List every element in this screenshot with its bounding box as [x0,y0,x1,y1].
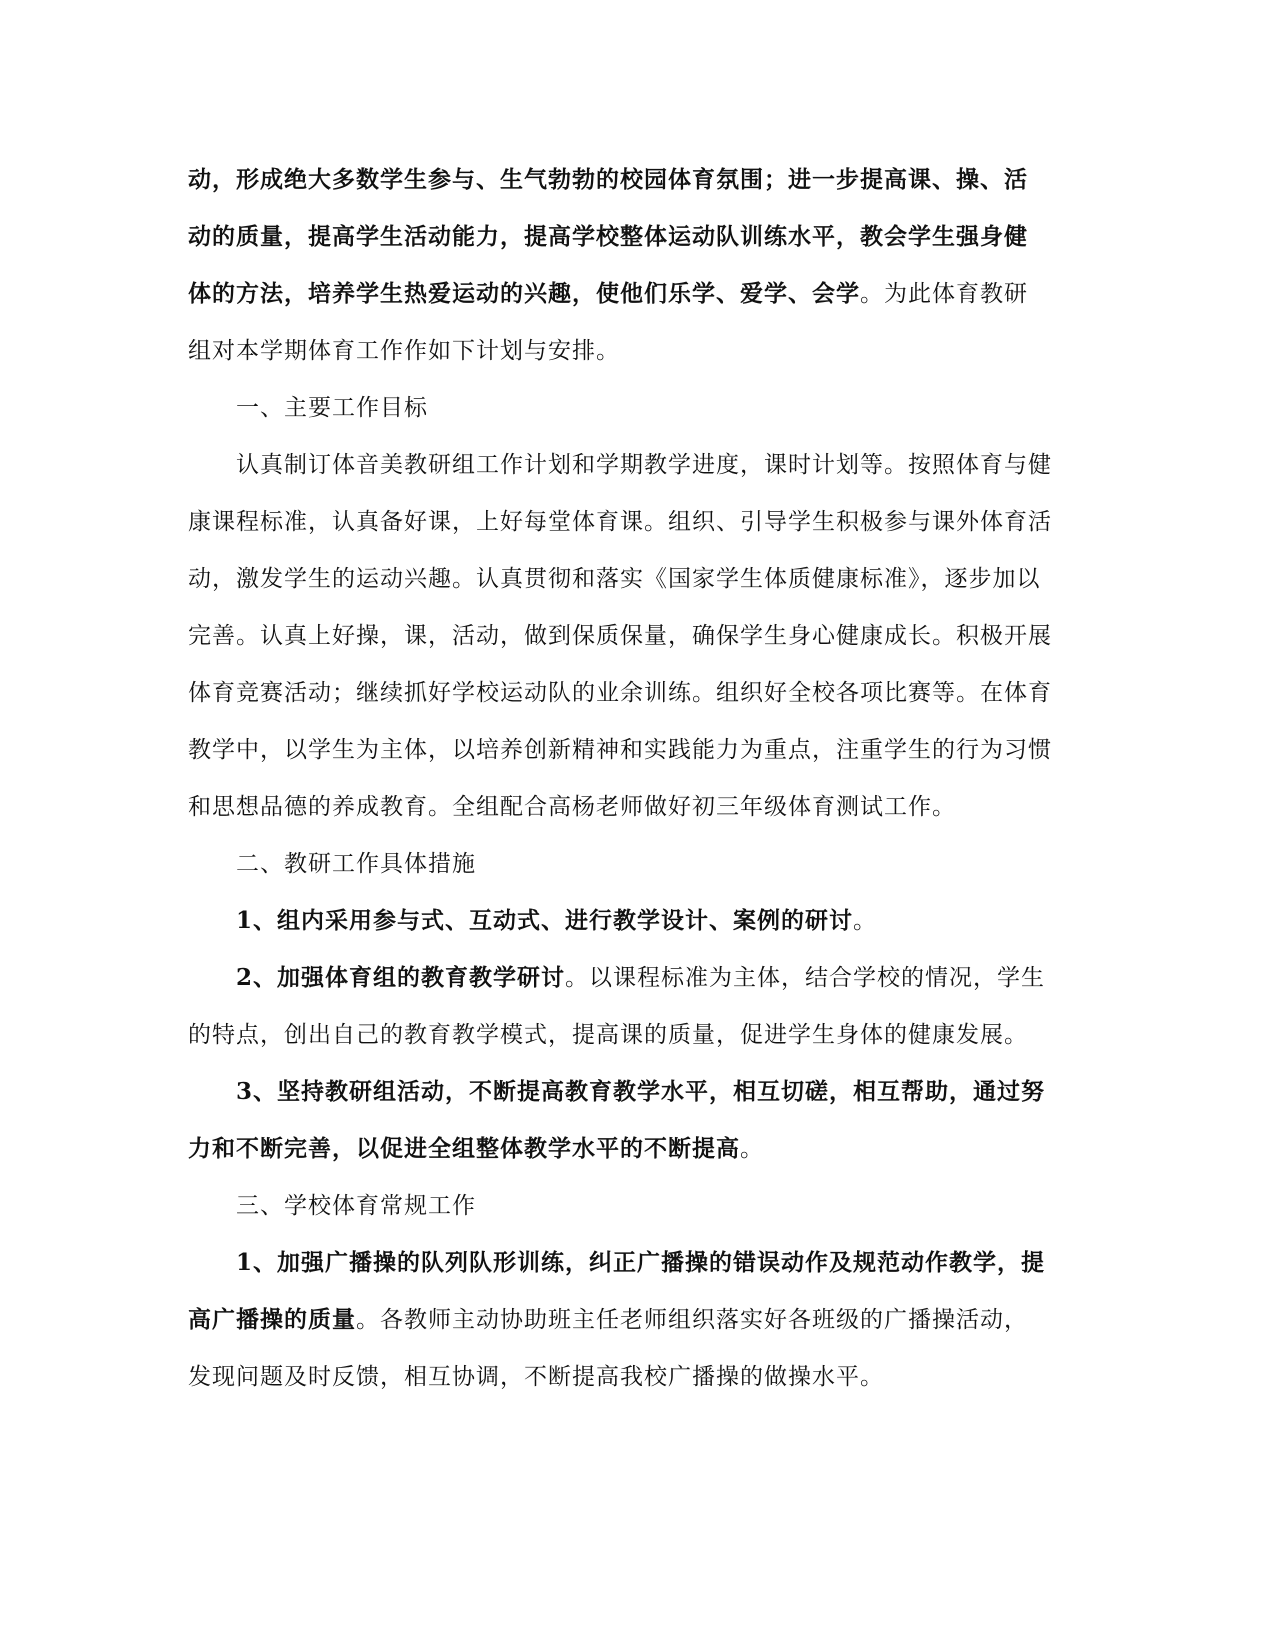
plain-text: 完善。认真上好操，课，活动，做到保质保量，确保学生身心健康成长。积极开展 [188,623,1052,649]
section-heading [236,1191,476,1221]
bold-text: 体的方法，培养学生热爱运动的兴趣，使他们乐学、爱学、会学 [188,280,860,307]
plain-text: 三、学校体育常规工作 [236,1193,476,1219]
text-line [236,963,1045,993]
text-line [188,1020,1028,1050]
plain-text: 教学中，以学生为主体，以培养创新精神和实践能力为重点，注重学生的行为习惯 [188,737,1052,763]
text-line [188,1362,884,1392]
text-line [236,906,877,936]
text-line [188,1134,764,1164]
plain-text: 。以课程标准为主体，结合学校的情况，学生 [565,965,1046,991]
bold-text: 3、坚持教研组活动，不断提高教育教学水平，相互切磋，相互帮助，通过努 [236,1078,1046,1105]
text-line [236,1248,1045,1278]
text-line [188,507,1052,537]
text-line [188,735,1052,765]
plain-text: 。为此体育教研 [860,281,1028,307]
plain-text: 。 [853,908,878,934]
plain-text: 。 [740,1136,764,1162]
plain-text: 二、教研工作具体措施 [236,851,476,877]
plain-text: 认真制订体音美教研组工作计划和学期教学进度，课时计划等。按照体育与健 [236,452,1052,478]
bold-text: 高广播操的质量 [188,1306,356,1333]
section-heading [236,849,476,879]
text-line [188,792,956,822]
bold-text: 2、加强体育组的教育教学研讨 [236,964,566,991]
plain-text: 组对本学期体育工作作如下计划与安排。 [188,338,620,364]
text-line [188,165,1028,195]
plain-text: 一、主要工作目标 [236,395,428,421]
text-line [188,222,1028,252]
plain-text: 和思想品德的养成教育。全组配合高杨老师做好初三年级体育测试工作。 [188,794,956,820]
text-line [236,450,1052,480]
plain-text: 发现问题及时反馈，相互协调，不断提高我校广播操的做操水平。 [188,1364,884,1390]
bold-text: 力和不断完善，以促进全组整体教学水平的不断提高 [188,1135,740,1162]
bold-text: 1、加强广播操的队列队形训练，纠正广播操的错误动作及规范动作教学，提 [236,1249,1046,1276]
plain-text: 康课程标准，认真备好课，上好每堂体育课。组织、引导学生积极参与课外体育活 [188,509,1052,535]
bold-text: 1、组内采用参与式、互动式、进行教学设计、案例的研讨 [236,907,854,934]
plain-text: 。各教师主动协助班主任老师组织落实好各班级的广播操活动， [356,1307,1028,1333]
plain-text: 体育竞赛活动；继续抓好学校运动队的业余训练。组织好全校各项比赛等。在体育 [188,680,1052,706]
text-line [188,336,620,366]
plain-text: 动，激发学生的运动兴趣。认真贯彻和落实《国家学生体质健康标准》，逐步加以 [188,566,1041,592]
text-line [188,678,1052,708]
bold-text: 动的质量，提高学生活动能力，提高学校整体运动队训练水平，教会学生强身健 [188,223,1028,250]
section-heading [236,393,428,423]
plain-text: 的特点，创出自己的教育教学模式，提高课的质量，促进学生身体的健康发展。 [188,1022,1028,1048]
text-line [188,621,1052,651]
text-line [188,279,1028,309]
text-line [236,1077,1045,1107]
text-line [188,564,1041,594]
text-line [188,1305,1028,1335]
bold-text: 动，形成绝大多数学生参与、生气勃勃的校园体育氛围；进一步提高课、操、活 [188,166,1028,193]
